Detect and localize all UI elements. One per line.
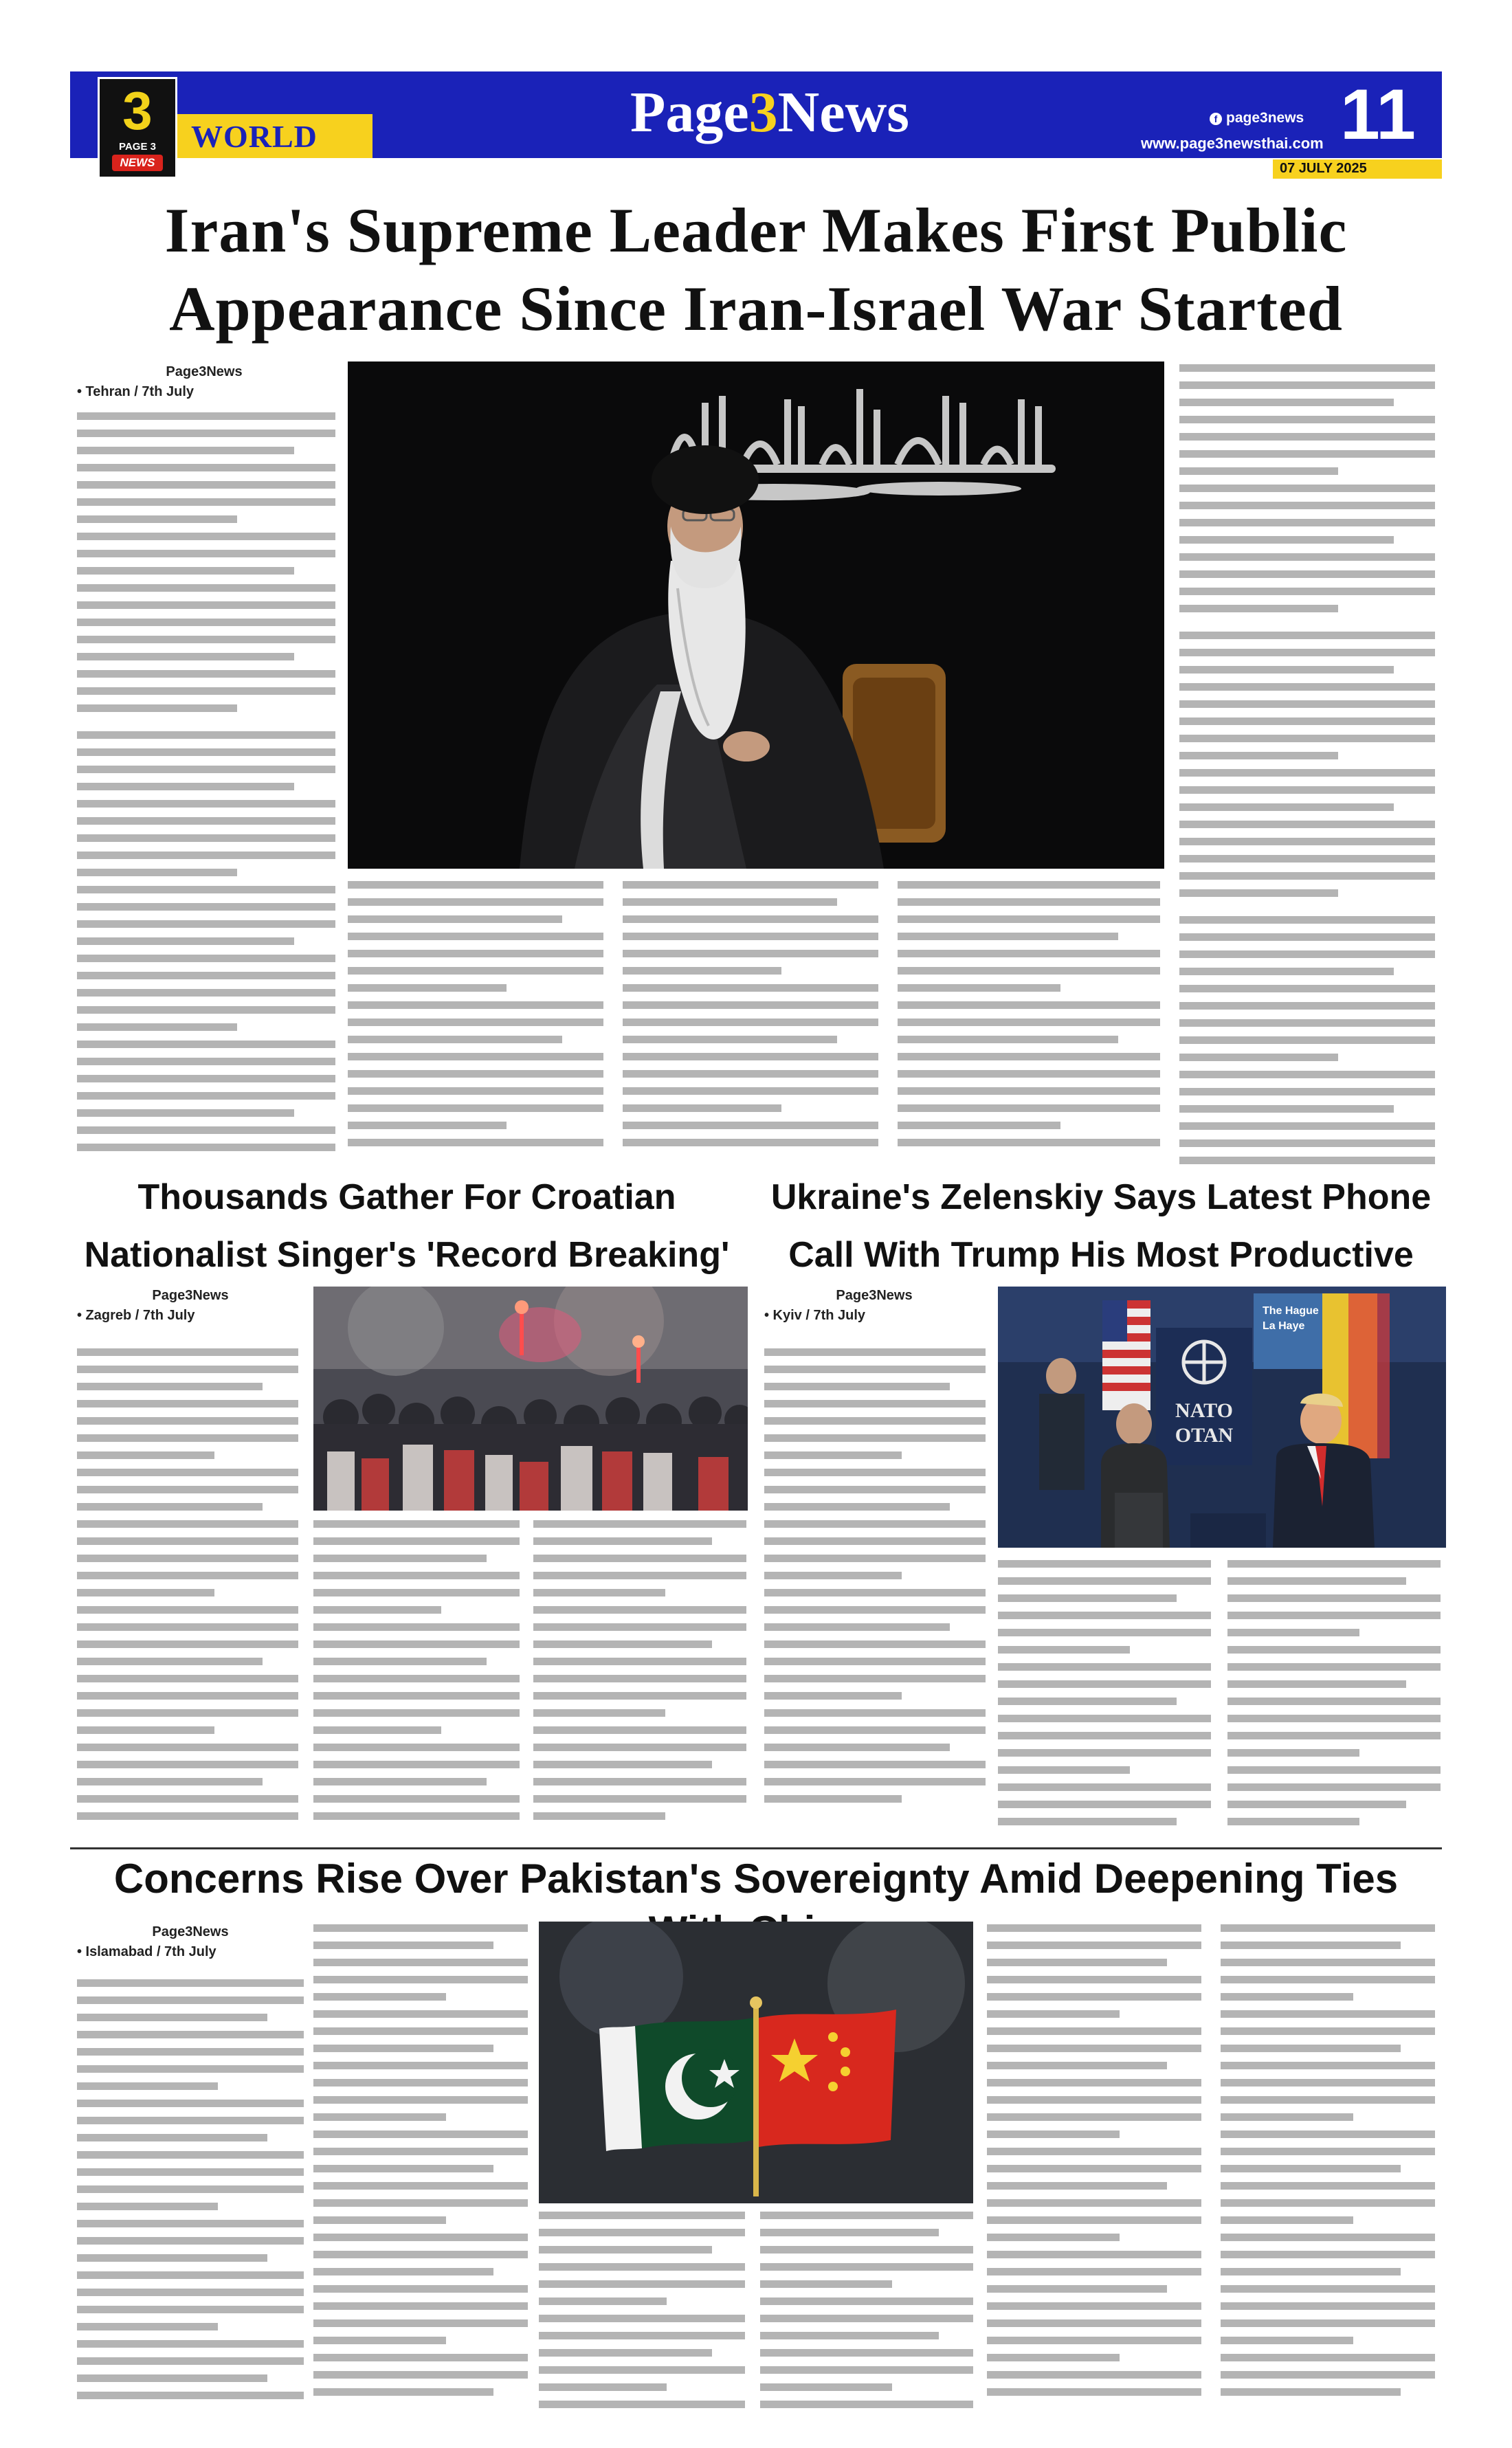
zelenskiy-trump-photo xyxy=(998,1287,1446,1548)
logo-number: 3 xyxy=(122,80,153,141)
byline-source: Page3News xyxy=(836,1288,913,1303)
section-label: WORLD xyxy=(191,119,318,154)
lead-headline xyxy=(76,191,1436,348)
byline-source: Page3News xyxy=(152,1924,229,1939)
iran-byline xyxy=(77,364,331,400)
brand-prefix: Page xyxy=(630,80,749,144)
pakistan-headline: Concerns Rise Over Pakistan's Sovereignty Amid Deepening Ties xyxy=(113,1856,1399,1902)
meeting-illustration xyxy=(998,1287,1446,1548)
social-handle xyxy=(1210,110,1304,126)
lead-headline-line-2: Appearance Since Iran-Israel War Started xyxy=(169,274,1343,344)
croatia-headline-line-1: Thousands Gather For Croatian xyxy=(137,1177,676,1217)
hague-banner-text-2: La Haye xyxy=(1263,1320,1305,1332)
byline-source: Page3News xyxy=(166,364,243,379)
pakistan-column-5 xyxy=(987,1924,1201,2433)
ukraine-column-1 xyxy=(764,1348,986,1843)
pakistan-byline xyxy=(77,1924,304,1960)
flags-illustration xyxy=(539,1922,973,2203)
ukraine-column-2 xyxy=(998,1560,1211,1843)
hague-banner-text: The Hague xyxy=(1263,1305,1319,1317)
logo-news: NEWS xyxy=(112,155,163,171)
croatia-column-1 xyxy=(77,1348,298,1843)
brand-suffix: News xyxy=(777,80,909,144)
facebook-icon: f xyxy=(1210,113,1222,125)
pakistan-column-1 xyxy=(77,1979,304,2433)
ukraine-headline-line-1: Ukraine's Zelenskiy Says Latest Phone xyxy=(770,1177,1432,1217)
pakistan-column-6 xyxy=(1221,1924,1435,2433)
ukraine-byline xyxy=(764,1288,984,1324)
pakistan-china-flags-photo xyxy=(539,1922,973,2203)
issue-date: 07 JULY 2025 xyxy=(1280,161,1367,176)
iran-column-right xyxy=(1179,364,1435,1175)
khamenei-illustration xyxy=(348,361,1164,869)
iran-column-3 xyxy=(623,881,878,1168)
logo-sub: PAGE 3 xyxy=(119,141,156,153)
croatia-headline-line-2: Nationalist Singer's 'Record Breaking' xyxy=(84,1235,730,1275)
lead-headline-line-1: Iran's Supreme Leader Makes First Public xyxy=(164,195,1348,265)
byline-location: • Zagreb / 7th July xyxy=(77,1308,195,1323)
croatia-column-3 xyxy=(533,1520,746,1843)
social-text: page3news xyxy=(1226,110,1304,126)
iran-column-1 xyxy=(77,412,335,1175)
website-url: www.page3newsthai.com xyxy=(1141,135,1324,152)
byline-source: Page3News xyxy=(152,1288,229,1303)
byline-location: • Islamabad / 7th July xyxy=(77,1944,216,1959)
ukraine-headline-line-2: Call With Trump His Most Productive xyxy=(788,1235,1414,1275)
nato-sign-text: NATO xyxy=(1175,1399,1233,1422)
otan-sign-text: OTAN xyxy=(1175,1424,1234,1447)
byline-location: • Kyiv / 7th July xyxy=(764,1308,866,1323)
croatia-byline xyxy=(77,1288,304,1324)
brand-number: 3 xyxy=(748,80,778,144)
page3-logo xyxy=(98,77,177,179)
section-divider xyxy=(70,1847,1442,1849)
iran-column-4 xyxy=(898,881,1160,1168)
pakistan-column-2 xyxy=(313,1924,528,2433)
pakistan-column-3 xyxy=(539,2212,745,2433)
croatia-column-2 xyxy=(313,1520,520,1843)
iran-column-2 xyxy=(348,881,603,1168)
byline-location: • Tehran / 7th July xyxy=(77,384,194,399)
khamenei-photo xyxy=(348,361,1164,869)
concert-illustration xyxy=(313,1287,748,1511)
pakistan-column-4 xyxy=(760,2212,973,2433)
brand-wordmark xyxy=(605,78,935,147)
concert-photo xyxy=(313,1287,748,1511)
ukraine-column-3 xyxy=(1227,1560,1441,1843)
page-number: 11 xyxy=(1340,75,1416,155)
